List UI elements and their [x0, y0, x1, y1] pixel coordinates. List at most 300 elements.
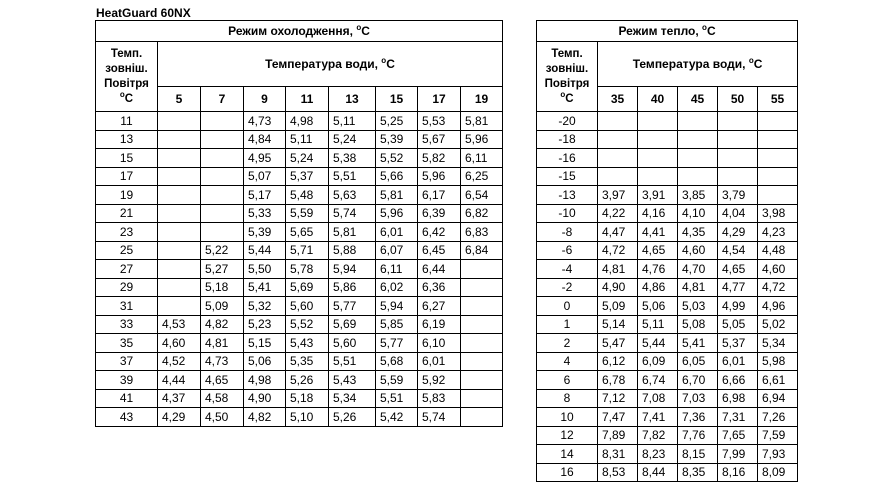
- heating-value-cell: 6,09: [638, 352, 678, 371]
- heating-value-cell: [758, 149, 798, 168]
- cooling-value-cell: [461, 315, 503, 334]
- heating-column-header: 40: [638, 87, 678, 112]
- cooling-value-cell: 5,25: [376, 112, 418, 131]
- cooling-value-cell: 5,51: [376, 389, 418, 408]
- cooling-value-cell: 6,19: [418, 315, 461, 334]
- table-row: [96, 204, 503, 223]
- cooling-value-cell: 5,18: [286, 389, 329, 408]
- cooling-outdoor-temp-cell: 19: [96, 186, 158, 205]
- cooling-outdoor-temp-cell: 39: [96, 371, 158, 390]
- cooling-value-cell: [201, 186, 244, 205]
- heating-value-cell: 6,74: [638, 371, 678, 390]
- table-row: [96, 371, 503, 390]
- heating-value-cell: 6,01: [718, 352, 758, 371]
- cooling-value-cell: 6,44: [418, 260, 461, 279]
- cooling-value-cell: 6,82: [461, 204, 503, 223]
- cooling-value-cell: 5,92: [418, 371, 461, 390]
- heating-value-cell: 6,61: [758, 371, 798, 390]
- table-row: [96, 241, 503, 260]
- heating-outdoor-temp-cell: -13: [537, 186, 598, 205]
- cooling-value-cell: 4,90: [244, 389, 286, 408]
- heating-value-cell: 4,76: [638, 260, 678, 279]
- table-row: [537, 149, 798, 168]
- heating-value-cell: 8,44: [638, 463, 678, 482]
- cooling-value-cell: 6,01: [418, 352, 461, 371]
- table-row: [537, 315, 798, 334]
- cooling-value-cell: 5,94: [329, 260, 376, 279]
- heating-outdoor-temp-cell: -6: [537, 241, 598, 260]
- cooling-outdoor-temp-cell: 13: [96, 130, 158, 149]
- heating-value-cell: 7,82: [638, 426, 678, 445]
- heating-value-cell: [758, 130, 798, 149]
- cooling-column-header: 11: [286, 87, 329, 112]
- cooling-value-cell: 5,82: [418, 149, 461, 168]
- heating-value-cell: 4,81: [598, 260, 638, 279]
- cooling-value-cell: 5,43: [286, 334, 329, 353]
- heating-outdoor-temp-cell: -16: [537, 149, 598, 168]
- table-row: [96, 223, 503, 242]
- table-row: [537, 241, 798, 260]
- heating-value-cell: 8,53: [598, 463, 638, 482]
- table-row: [96, 297, 503, 316]
- table-row: [96, 334, 503, 353]
- cooling-value-cell: 4,98: [286, 112, 329, 131]
- heating-outdoor-temp-cell: 12: [537, 426, 598, 445]
- table-row: [537, 112, 798, 131]
- cooling-value-cell: 5,96: [418, 167, 461, 186]
- cooling-value-cell: [158, 112, 201, 131]
- table-row: [537, 463, 798, 482]
- cooling-value-cell: 5,77: [376, 334, 418, 353]
- cooling-value-cell: 4,73: [244, 112, 286, 131]
- cooling-value-cell: 4,53: [158, 315, 201, 334]
- heating-value-cell: 3,98: [758, 204, 798, 223]
- cooling-value-cell: 5,07: [244, 167, 286, 186]
- heating-value-cell: 5,02: [758, 315, 798, 334]
- cooling-value-cell: 5,26: [286, 371, 329, 390]
- cooling-value-cell: 5,39: [376, 130, 418, 149]
- heating-value-cell: 8,09: [758, 463, 798, 482]
- heating-table: [536, 20, 798, 482]
- cooling-value-cell: 5,51: [329, 352, 376, 371]
- heating-value-cell: 5,41: [678, 334, 718, 353]
- table-row: [537, 167, 798, 186]
- table-row: [96, 112, 503, 131]
- heating-value-cell: 5,06: [638, 297, 678, 316]
- cooling-value-cell: [158, 167, 201, 186]
- cooling-outdoor-temp-cell: 41: [96, 389, 158, 408]
- heating-value-cell: 6,05: [678, 352, 718, 371]
- cooling-value-cell: 5,37: [286, 167, 329, 186]
- cooling-value-cell: [461, 297, 503, 316]
- table-row: [96, 389, 503, 408]
- heating-value-cell: 4,65: [718, 260, 758, 279]
- cooling-value-cell: 5,18: [201, 278, 244, 297]
- heating-value-cell: [718, 149, 758, 168]
- document-title: HeatGuard 60NX: [96, 6, 191, 20]
- heating-value-cell: 7,99: [718, 445, 758, 464]
- heating-outdoor-temp-cell: -15: [537, 167, 598, 186]
- cooling-value-cell: 5,23: [244, 315, 286, 334]
- cooling-value-cell: 5,15: [244, 334, 286, 353]
- heating-value-cell: 4,41: [638, 223, 678, 242]
- heating-value-cell: 7,59: [758, 426, 798, 445]
- heating-outdoor-temp-cell: 10: [537, 408, 598, 427]
- cooling-value-cell: 5,17: [244, 186, 286, 205]
- heating-value-cell: 4,72: [598, 241, 638, 260]
- cooling-value-cell: 5,39: [244, 223, 286, 242]
- heating-value-cell: 4,81: [678, 278, 718, 297]
- heating-value-cell: 8,35: [678, 463, 718, 482]
- cooling-value-cell: [158, 260, 201, 279]
- heating-value-cell: 4,35: [678, 223, 718, 242]
- cooling-outdoor-temp-cell: 21: [96, 204, 158, 223]
- heating-value-cell: 4,70: [678, 260, 718, 279]
- cooling-value-cell: [461, 389, 503, 408]
- cooling-value-cell: 5,38: [329, 149, 376, 168]
- cooling-value-cell: 6,17: [418, 186, 461, 205]
- cooling-value-cell: 5,86: [329, 278, 376, 297]
- heating-value-cell: 3,97: [598, 186, 638, 205]
- table-row: [96, 130, 503, 149]
- cooling-value-cell: 5,77: [329, 297, 376, 316]
- heating-column-header: 50: [718, 87, 758, 112]
- table-row: [537, 371, 798, 390]
- cooling-value-cell: 6,83: [461, 223, 503, 242]
- heating-mode-title: Режим тепло, $^o$C: [537, 21, 798, 42]
- cooling-value-cell: 5,66: [376, 167, 418, 186]
- heating-value-cell: 4,29: [718, 223, 758, 242]
- cooling-value-cell: [158, 297, 201, 316]
- cooling-mode-title: Режим охолодження, $^o$C: [96, 21, 503, 42]
- heating-value-cell: 4,48: [758, 241, 798, 260]
- cooling-value-cell: 5,06: [244, 352, 286, 371]
- heating-value-cell: 5,37: [718, 334, 758, 353]
- cooling-value-cell: 5,74: [418, 408, 461, 427]
- heating-column-header: 35: [598, 87, 638, 112]
- cooling-value-cell: 5,32: [244, 297, 286, 316]
- heating-value-cell: 5,98: [758, 352, 798, 371]
- heating-value-cell: 7,12: [598, 389, 638, 408]
- heating-value-cell: 5,47: [598, 334, 638, 353]
- table-row: [96, 186, 503, 205]
- heating-value-cell: 3,91: [638, 186, 678, 205]
- cooling-outdoor-temp-cell: 23: [96, 223, 158, 242]
- cooling-value-cell: [461, 408, 503, 427]
- cooling-column-header: 17: [418, 87, 461, 112]
- cooling-value-cell: 5,26: [329, 408, 376, 427]
- heating-value-cell: [598, 149, 638, 168]
- cooling-outdoor-temp-cell: 17: [96, 167, 158, 186]
- heating-value-cell: 5,34: [758, 334, 798, 353]
- cooling-table: [95, 20, 503, 427]
- heating-value-cell: 4,60: [758, 260, 798, 279]
- heating-value-cell: 5,44: [638, 334, 678, 353]
- heating-value-cell: 4,22: [598, 204, 638, 223]
- heating-value-cell: 5,11: [638, 315, 678, 334]
- cooling-value-cell: 4,81: [201, 334, 244, 353]
- cooling-value-cell: 4,44: [158, 371, 201, 390]
- heating-value-cell: 8,23: [638, 445, 678, 464]
- table-row: [96, 352, 503, 371]
- table-row: [537, 223, 798, 242]
- cooling-column-header: 7: [201, 87, 244, 112]
- heating-value-cell: 6,98: [718, 389, 758, 408]
- cooling-outdoor-temp-cell: 15: [96, 149, 158, 168]
- heating-outdoor-temp-cell: -2: [537, 278, 598, 297]
- heating-value-cell: 4,54: [718, 241, 758, 260]
- heating-value-cell: 8,16: [718, 463, 758, 482]
- cooling-value-cell: 4,82: [244, 408, 286, 427]
- heating-value-cell: 3,85: [678, 186, 718, 205]
- cooling-value-cell: 5,59: [286, 204, 329, 223]
- heating-value-cell: [638, 167, 678, 186]
- heating-outdoor-temp-cell: 14: [537, 445, 598, 464]
- heating-value-cell: 7,36: [678, 408, 718, 427]
- cooling-value-cell: 5,69: [286, 278, 329, 297]
- cooling-value-cell: [461, 352, 503, 371]
- heating-value-cell: 7,89: [598, 426, 638, 445]
- cooling-value-cell: 5,35: [286, 352, 329, 371]
- cooling-value-cell: 5,34: [329, 389, 376, 408]
- cooling-value-cell: [158, 130, 201, 149]
- heating-outdoor-temp-cell: 8: [537, 389, 598, 408]
- heating-outdoor-temp-cell: 2: [537, 334, 598, 353]
- heating-outdoor-temp-header: Темп. зовніш. Повітря $^o$C: [537, 42, 598, 112]
- cooling-outdoor-temp-header: Темп. зовніш. Повітря $^o$C: [96, 42, 158, 112]
- heating-value-cell: 4,72: [758, 278, 798, 297]
- cooling-value-cell: 5,96: [376, 204, 418, 223]
- cooling-value-cell: 6,01: [376, 223, 418, 242]
- cooling-value-cell: 5,85: [376, 315, 418, 334]
- cooling-value-cell: [158, 186, 201, 205]
- heating-value-cell: 7,08: [638, 389, 678, 408]
- heating-value-cell: [678, 112, 718, 131]
- cooling-value-cell: 5,81: [461, 112, 503, 131]
- cooling-value-cell: 5,11: [286, 130, 329, 149]
- heating-outdoor-temp-cell: -10: [537, 204, 598, 223]
- heating-water-temp-header: Температура води, $^o$C: [598, 42, 798, 87]
- cooling-value-cell: 5,69: [329, 315, 376, 334]
- cooling-value-cell: [201, 204, 244, 223]
- heating-value-cell: 3,79: [718, 186, 758, 205]
- cooling-value-cell: 5,67: [418, 130, 461, 149]
- cooling-value-cell: [201, 149, 244, 168]
- heating-outdoor-temp-cell: -20: [537, 112, 598, 131]
- heating-value-cell: 4,90: [598, 278, 638, 297]
- cooling-value-cell: [158, 223, 201, 242]
- cooling-value-cell: 5,83: [418, 389, 461, 408]
- cooling-column-header: 5: [158, 87, 201, 112]
- heating-value-cell: 8,31: [598, 445, 638, 464]
- cooling-value-cell: 5,78: [286, 260, 329, 279]
- heating-value-cell: 5,05: [718, 315, 758, 334]
- cooling-outdoor-temp-cell: 43: [96, 408, 158, 427]
- table-row: [96, 315, 503, 334]
- cooling-value-cell: 6,27: [418, 297, 461, 316]
- heating-value-cell: [638, 112, 678, 131]
- cooling-outdoor-temp-cell: 11: [96, 112, 158, 131]
- heating-value-cell: [598, 112, 638, 131]
- cooling-value-cell: [158, 278, 201, 297]
- cooling-value-cell: 5,44: [244, 241, 286, 260]
- cooling-value-cell: 5,59: [376, 371, 418, 390]
- heating-value-cell: [638, 130, 678, 149]
- table-row: [537, 278, 798, 297]
- heating-value-cell: 5,14: [598, 315, 638, 334]
- cooling-value-cell: 5,42: [376, 408, 418, 427]
- table-row: [537, 445, 798, 464]
- table-row: [537, 334, 798, 353]
- heating-value-cell: 7,47: [598, 408, 638, 427]
- cooling-value-cell: 5,65: [286, 223, 329, 242]
- cooling-value-cell: 5,88: [329, 241, 376, 260]
- cooling-value-cell: 5,24: [286, 149, 329, 168]
- cooling-value-cell: 5,60: [286, 297, 329, 316]
- heating-column-header: 55: [758, 87, 798, 112]
- cooling-value-cell: 5,53: [418, 112, 461, 131]
- cooling-value-cell: 5,10: [286, 408, 329, 427]
- heating-value-cell: [678, 149, 718, 168]
- heating-value-cell: [598, 167, 638, 186]
- cooling-outdoor-temp-cell: 27: [96, 260, 158, 279]
- heating-outdoor-temp-cell: 16: [537, 463, 598, 482]
- cooling-outdoor-temp-cell: 33: [96, 315, 158, 334]
- heating-value-cell: 4,86: [638, 278, 678, 297]
- cooling-column-header: 19: [461, 87, 503, 112]
- heating-value-cell: 4,77: [718, 278, 758, 297]
- cooling-value-cell: 6,84: [461, 241, 503, 260]
- cooling-value-cell: 6,07: [376, 241, 418, 260]
- table-row: [96, 278, 503, 297]
- heating-outdoor-temp-cell: 1: [537, 315, 598, 334]
- heating-value-cell: 6,70: [678, 371, 718, 390]
- heating-value-cell: [718, 167, 758, 186]
- table-row: [96, 408, 503, 427]
- heating-value-cell: 4,23: [758, 223, 798, 242]
- cooling-value-cell: [461, 260, 503, 279]
- cooling-value-cell: 4,52: [158, 352, 201, 371]
- heating-value-cell: [598, 130, 638, 149]
- heating-outdoor-temp-cell: 4: [537, 352, 598, 371]
- heating-value-cell: 4,47: [598, 223, 638, 242]
- cooling-value-cell: 6,36: [418, 278, 461, 297]
- cooling-outdoor-temp-cell: 29: [96, 278, 158, 297]
- heating-value-cell: 4,96: [758, 297, 798, 316]
- heating-value-cell: 5,09: [598, 297, 638, 316]
- table-row: [537, 408, 798, 427]
- cooling-value-cell: 4,84: [244, 130, 286, 149]
- cooling-value-cell: 5,51: [329, 167, 376, 186]
- heating-value-cell: 7,65: [718, 426, 758, 445]
- cooling-column-header: 15: [376, 87, 418, 112]
- heating-outdoor-temp-cell: 0: [537, 297, 598, 316]
- cooling-value-cell: 6,02: [376, 278, 418, 297]
- heating-outdoor-temp-cell: -4: [537, 260, 598, 279]
- cooling-value-cell: 6,11: [376, 260, 418, 279]
- cooling-value-cell: [461, 334, 503, 353]
- cooling-value-cell: [201, 130, 244, 149]
- cooling-column-header: 13: [329, 87, 376, 112]
- cooling-outdoor-temp-cell: 25: [96, 241, 158, 260]
- heating-value-cell: 4,10: [678, 204, 718, 223]
- heating-value-cell: 4,16: [638, 204, 678, 223]
- cooling-value-cell: 5,27: [201, 260, 244, 279]
- heating-value-cell: 7,03: [678, 389, 718, 408]
- cooling-value-cell: 5,52: [376, 149, 418, 168]
- cooling-water-temp-header: Температура води, $^o$C: [158, 42, 503, 87]
- cooling-value-cell: [158, 204, 201, 223]
- cooling-value-cell: 4,58: [201, 389, 244, 408]
- cooling-value-cell: 5,81: [376, 186, 418, 205]
- heating-value-cell: 6,94: [758, 389, 798, 408]
- cooling-value-cell: 4,37: [158, 389, 201, 408]
- heating-value-cell: 8,15: [678, 445, 718, 464]
- heating-value-cell: [718, 112, 758, 131]
- cooling-value-cell: [158, 241, 201, 260]
- heating-value-cell: [758, 167, 798, 186]
- heating-value-cell: 6,12: [598, 352, 638, 371]
- cooling-column-header: 9: [244, 87, 286, 112]
- heating-value-cell: [678, 130, 718, 149]
- cooling-value-cell: 6,54: [461, 186, 503, 205]
- cooling-value-cell: 5,94: [376, 297, 418, 316]
- cooling-value-cell: 5,74: [329, 204, 376, 223]
- heating-value-cell: 7,31: [718, 408, 758, 427]
- heating-column-header: 45: [678, 87, 718, 112]
- cooling-value-cell: 6,45: [418, 241, 461, 260]
- heating-value-cell: 4,99: [718, 297, 758, 316]
- heating-value-cell: 5,08: [678, 315, 718, 334]
- cooling-value-cell: 5,43: [329, 371, 376, 390]
- cooling-value-cell: 4,98: [244, 371, 286, 390]
- heating-value-cell: 5,03: [678, 297, 718, 316]
- heating-value-cell: [638, 149, 678, 168]
- table-row: [537, 389, 798, 408]
- cooling-value-cell: 6,25: [461, 167, 503, 186]
- cooling-value-cell: 5,50: [244, 260, 286, 279]
- cooling-value-cell: 5,24: [329, 130, 376, 149]
- cooling-value-cell: 4,82: [201, 315, 244, 334]
- heating-outdoor-temp-cell: 6: [537, 371, 598, 390]
- table-row: [537, 260, 798, 279]
- cooling-value-cell: 4,60: [158, 334, 201, 353]
- heating-value-cell: [678, 167, 718, 186]
- table-row: [96, 167, 503, 186]
- cooling-value-cell: 6,42: [418, 223, 461, 242]
- cooling-value-cell: 5,68: [376, 352, 418, 371]
- cooling-value-cell: 5,52: [286, 315, 329, 334]
- cooling-value-cell: 6,10: [418, 334, 461, 353]
- heating-value-cell: 6,78: [598, 371, 638, 390]
- cooling-value-cell: 5,41: [244, 278, 286, 297]
- heating-value-cell: 7,26: [758, 408, 798, 427]
- cooling-value-cell: 5,71: [286, 241, 329, 260]
- cooling-value-cell: 5,11: [329, 112, 376, 131]
- cooling-value-cell: 4,95: [244, 149, 286, 168]
- heating-value-cell: 7,93: [758, 445, 798, 464]
- cooling-value-cell: [461, 371, 503, 390]
- heating-value-cell: [718, 130, 758, 149]
- cooling-value-cell: 6,11: [461, 149, 503, 168]
- cooling-value-cell: 5,48: [286, 186, 329, 205]
- cooling-value-cell: [201, 112, 244, 131]
- table-row: [537, 204, 798, 223]
- table-row: [96, 260, 503, 279]
- heating-value-cell: [758, 186, 798, 205]
- cooling-value-cell: [201, 223, 244, 242]
- table-row: [537, 352, 798, 371]
